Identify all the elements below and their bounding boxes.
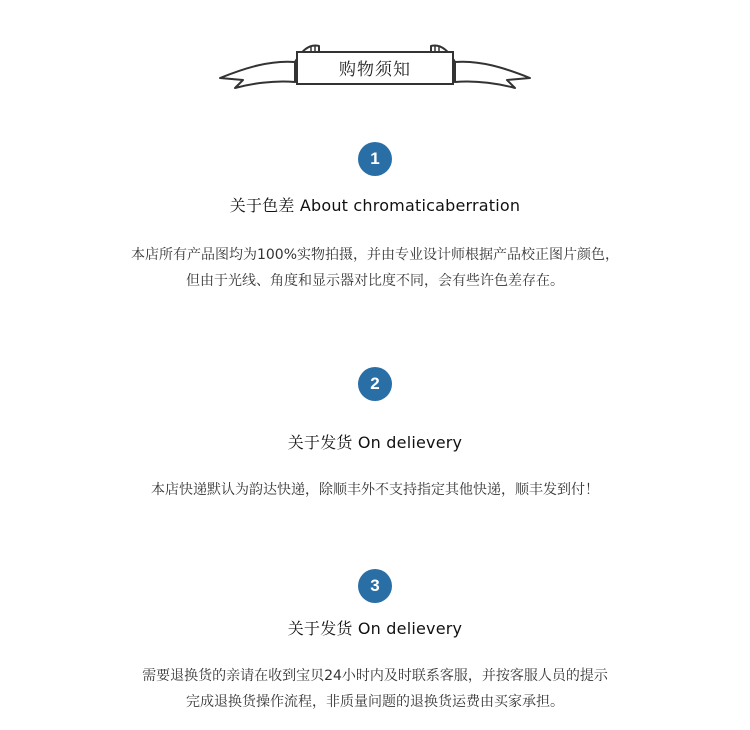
- section-body: [0, 663, 750, 715]
- section-returns: [0, 569, 750, 715]
- section-body-line: 但由于光线、角度和显示器对比度不同，会有些许色差存在。: [186, 273, 564, 289]
- section-body-line: 需要退换货的亲请在收到宝贝24小时内及时联系客服，并按客服人员的提示: [142, 668, 608, 684]
- section-body: [0, 242, 750, 294]
- section-number-badge: 3: [358, 569, 392, 603]
- section-number-badge: 2: [358, 367, 392, 401]
- section-body-line: 完成退换货操作流程，非质量问题的退换货运费由买家承担。: [186, 694, 564, 710]
- section-body-line: 本店快递默认为韵达快递，除顺丰外不支持指定其他快递，顺丰发到付！: [151, 482, 599, 498]
- section-number-badge: 1: [358, 142, 392, 176]
- section-title: 关于发货 On delievery: [287, 619, 463, 638]
- banner-ribbon: [215, 38, 535, 94]
- section-color-difference: [0, 142, 750, 294]
- section-title: 关于色差 About chromaticaberration: [229, 196, 521, 215]
- section-body: [0, 477, 750, 503]
- banner-title: 购物须知: [339, 60, 411, 80]
- section-body-line: 本店所有产品图均为100%实物拍摄，并由专业设计师根据产品校正图片颜色，: [130, 247, 620, 263]
- section-delivery: [0, 367, 750, 503]
- section-title: 关于发货 On delievery: [287, 433, 463, 452]
